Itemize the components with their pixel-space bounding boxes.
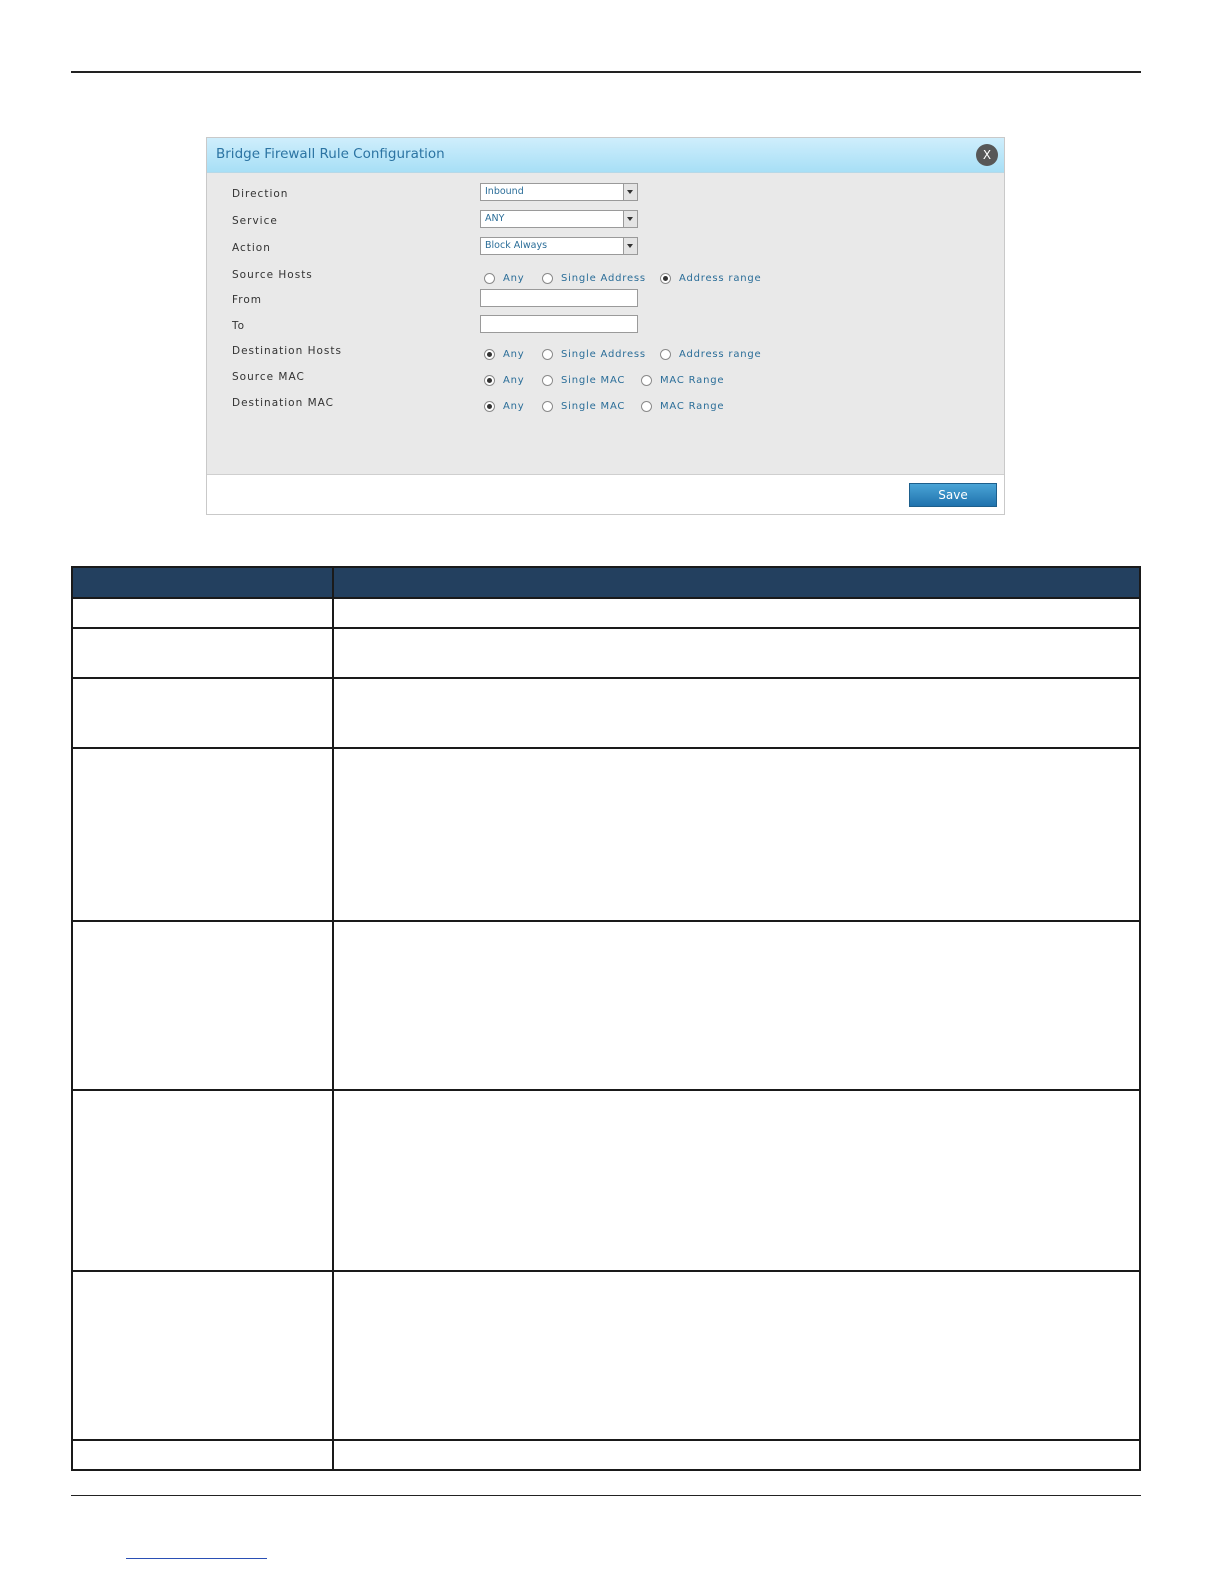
destination-hosts-any-radio[interactable] (484, 344, 525, 358)
to-row (207, 320, 1004, 342)
destination-hosts-single-address-radio[interactable] (542, 344, 646, 358)
dialog-body (207, 173, 1004, 476)
radio-icon (641, 375, 652, 386)
table-header-cell (333, 567, 1140, 598)
table-row (72, 1440, 1140, 1470)
radio-selected-icon (484, 401, 495, 412)
radio-label: Single MAC (561, 375, 626, 386)
source-hosts-any-radio[interactable] (484, 268, 525, 282)
source-mac-any-radio[interactable] (484, 370, 525, 384)
radio-icon (542, 273, 553, 284)
table-header-row (72, 567, 1140, 598)
table-row (72, 1090, 1140, 1271)
source-hosts-address-range-radio[interactable] (660, 268, 761, 282)
radio-label: Single Address (561, 273, 646, 284)
source-hosts-label: Source Hosts (232, 269, 313, 281)
from-input[interactable] (480, 289, 638, 307)
table-cell (333, 1090, 1140, 1271)
radio-icon (660, 349, 671, 360)
table-cell (72, 1090, 333, 1271)
source-mac-mac-range-radio[interactable] (641, 370, 724, 384)
radio-label: Any (503, 375, 525, 386)
description-table (71, 566, 1141, 1471)
dialog-footer (207, 474, 1004, 514)
destination-mac-any-radio[interactable] (484, 396, 525, 410)
table-cell (72, 921, 333, 1090)
footer-rule (71, 1495, 1141, 1496)
dropdown-arrow-icon[interactable] (623, 184, 637, 200)
dialog-title: Bridge Firewall Rule Configuration (216, 146, 445, 162)
table-cell (72, 678, 333, 748)
radio-icon (641, 401, 652, 412)
table-row (72, 628, 1140, 678)
table-cell (72, 1271, 333, 1440)
source-mac-single-mac-radio[interactable] (542, 370, 625, 384)
source-mac-label: Source MAC (232, 371, 305, 383)
direction-label: Direction (232, 188, 289, 200)
bridge-firewall-rule-dialog (206, 137, 1005, 515)
service-select[interactable] (480, 210, 638, 228)
table-cell (333, 678, 1140, 748)
radio-icon (542, 349, 553, 360)
table-header-cell (72, 567, 333, 598)
destination-hosts-row (207, 345, 1004, 367)
destination-hosts-address-range-radio[interactable] (660, 344, 761, 358)
table-row (72, 921, 1140, 1090)
from-label: From (232, 294, 263, 306)
service-value: ANY (485, 213, 505, 224)
radio-selected-icon (484, 349, 495, 360)
action-value: Block Always (485, 240, 548, 251)
direction-row (207, 188, 1004, 210)
table-cell (72, 628, 333, 678)
radio-label: Single MAC (561, 401, 626, 412)
source-hosts-row (207, 269, 1004, 291)
action-label: Action (232, 242, 271, 254)
radio-label: Address range (679, 349, 762, 360)
radio-icon (484, 273, 495, 284)
radio-icon (542, 375, 553, 386)
service-row (207, 215, 1004, 237)
dropdown-arrow-icon[interactable] (623, 238, 637, 254)
table-row (72, 748, 1140, 921)
table-cell (72, 1440, 333, 1470)
dialog-header (207, 138, 1004, 173)
table-row (72, 678, 1140, 748)
from-row (207, 294, 1004, 316)
table-cell (72, 598, 333, 628)
close-button[interactable]: X (976, 144, 998, 166)
service-label: Service (232, 215, 278, 227)
footer-link-underline[interactable] (126, 1558, 267, 1559)
destination-mac-mac-range-radio[interactable] (641, 396, 724, 410)
destination-mac-single-mac-radio[interactable] (542, 396, 625, 410)
table-cell (333, 628, 1140, 678)
header-rule (71, 71, 1141, 73)
table-cell (333, 1440, 1140, 1470)
table-row (72, 598, 1140, 628)
source-hosts-single-address-radio[interactable] (542, 268, 646, 282)
radio-icon (542, 401, 553, 412)
source-mac-row (207, 371, 1004, 393)
radio-selected-icon (660, 273, 671, 284)
table-cell (333, 921, 1140, 1090)
table-cell (333, 1271, 1140, 1440)
direction-value: Inbound (485, 186, 524, 197)
table-cell (72, 748, 333, 921)
radio-label: Address range (679, 273, 762, 284)
radio-label: Any (503, 349, 525, 360)
to-label: To (232, 320, 246, 332)
destination-mac-row (207, 397, 1004, 419)
to-input[interactable] (480, 315, 638, 333)
table-row (72, 1271, 1140, 1440)
radio-selected-icon (484, 375, 495, 386)
radio-label: MAC Range (660, 401, 725, 412)
radio-label: Any (503, 273, 525, 284)
table-cell (333, 598, 1140, 628)
dropdown-arrow-icon[interactable] (623, 211, 637, 227)
action-row (207, 242, 1004, 264)
action-select[interactable] (480, 237, 638, 255)
radio-label: Single Address (561, 349, 646, 360)
radio-label: Any (503, 401, 525, 412)
destination-mac-label: Destination MAC (232, 397, 334, 409)
destination-hosts-label: Destination Hosts (232, 345, 342, 357)
direction-select[interactable] (480, 183, 638, 201)
radio-label: MAC Range (660, 375, 725, 386)
save-button[interactable]: Save (909, 483, 997, 507)
table-cell (333, 748, 1140, 921)
